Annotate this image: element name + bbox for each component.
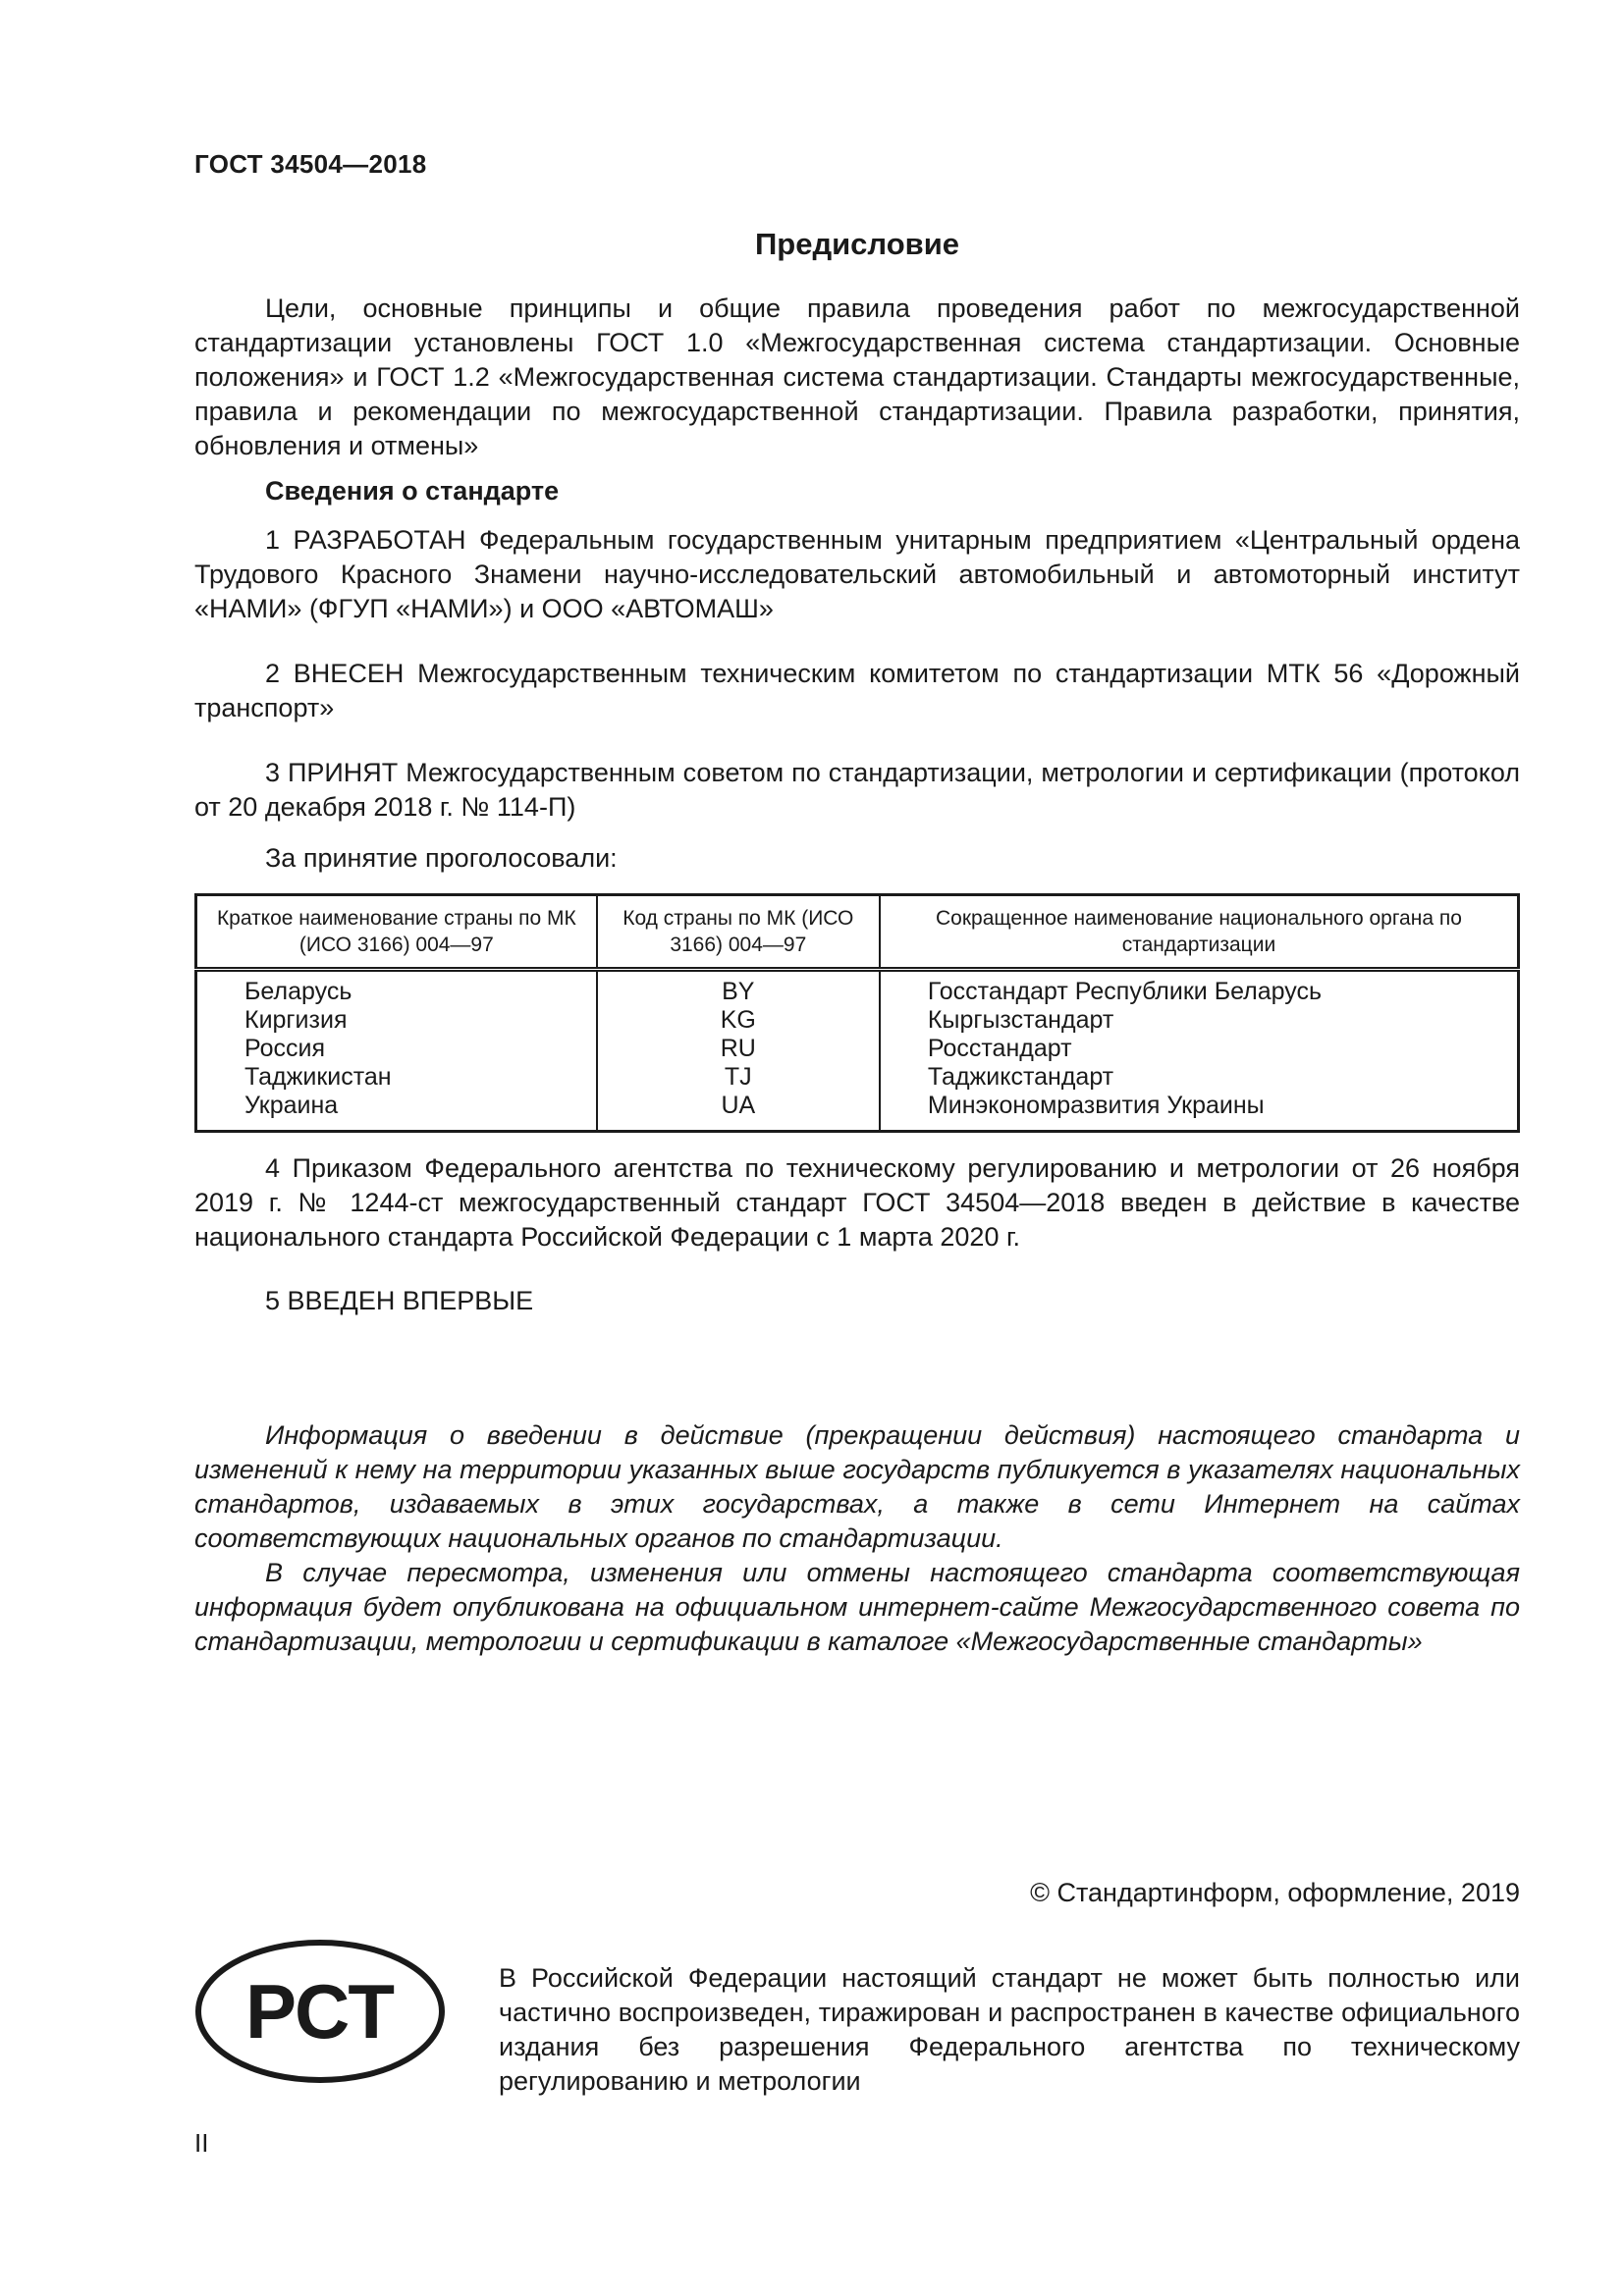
item-enacted: 4 Приказом Федерального агентства по техническому регулированию и метрологии от 26 ноября 2019 г. № 1244-ст межгосударственный стандарт ГОСТ 34504—2018 введен в действие в качестве национального стандарта Российской Федерации с 1 марта 2020 г. <box>194 1153 1520 1252</box>
header-country-code: Код страны по МК (ИСО 3166) 004—97 <box>597 895 880 970</box>
notice-revision: В случае пересмотра, изменения или отмены настоящего стандарта соответствующая информация будет опубликована на официальном интернет-сайте Межгосударственного совета по стандартизации, метрологии и сертификации в каталоге «Межгосударственные стандарты» <box>194 1558 1520 1656</box>
item-first-introduced: 5 ВВЕДЕН ВПЕРВЫЕ <box>265 1286 534 1315</box>
table-cell: KG <box>720 1006 756 1034</box>
votes-table <box>194 893 1520 1133</box>
table-cell: Таджикстандарт <box>927 1063 1114 1091</box>
copyright-line: © Стандартинформ, оформление, 2019 <box>1030 1878 1520 1907</box>
table-cell: Госстандарт Республики Беларусь <box>927 978 1323 1005</box>
national-bodies-column <box>880 970 1519 1132</box>
rst-certification-mark-icon <box>194 1939 446 2084</box>
section-title: Предисловие <box>754 227 959 261</box>
votes-intro: За принятие проголосовали: <box>265 843 618 873</box>
table-cell: BY <box>722 978 755 1005</box>
item-developed: 1 РАЗРАБОТАН Федеральным государственным унитарным предприятием «Центральный ордена Трудового Красного Знамени научно-исследовательский автомобильный и автомоторный институт «НАМИ» (ФГУП «НАМИ») и ООО «АВТОМАШ» <box>194 525 1520 623</box>
votes-table-header-row <box>196 895 1519 970</box>
standard-info-heading: Сведения о стандарте <box>265 476 560 506</box>
notice-publication: Информация о введении в действие (прекращении действия) настоящего стандарта и изменений к нему на территории указанных выше государств публикуется в указателях национальных стандартов, издаваемых в этих государствах, а также в сети Интернет на сайтах соответствующих национальных органов по стандартизации. <box>194 1420 1520 1553</box>
item-adopted: 3 ПРИНЯТ Межгосударственным советом по стандартизации, метрологии и сертификации (протокол от 20 декабря 2018 г. № 114-П) <box>194 758 1520 822</box>
svg-text:РСТ: РСТ <box>244 1968 396 2055</box>
header-national-body: Сокращенное наименование национального органа по стандартизации <box>880 895 1519 970</box>
table-cell: TJ <box>724 1063 752 1091</box>
item-introduced: 2 ВНЕСЕН Межгосударственным техническим комитетом по стандартизации МТК 56 «Дорожный транспорт» <box>194 659 1520 722</box>
table-cell: Украина <box>244 1092 339 1119</box>
page-number: II <box>194 2128 209 2158</box>
rights-notice: В Российской Федерации настоящий стандарт не может быть полностью или частично воспроизведен, тиражирован и распространен в качестве официального издания без разрешения Федерального агентства по техническому регулированию и метрологии <box>499 1963 1520 2096</box>
table-cell: Минэкономразвития Украины <box>927 1092 1265 1119</box>
votes-table-body <box>196 970 1519 1132</box>
document-header: ГОСТ 34504—2018 <box>194 149 427 179</box>
table-cell: Таджикистан <box>244 1063 392 1091</box>
table-cell: Кыргызстандарт <box>927 1006 1114 1034</box>
table-cell: RU <box>720 1035 756 1062</box>
table-cell: Россия <box>244 1035 325 1062</box>
document-page <box>194 0 1520 2296</box>
country-names-column <box>196 970 597 1132</box>
table-cell: Росстандарт <box>927 1035 1072 1062</box>
header-country-name: Краткое наименование страны по МК (ИСО 3166) 004—97 <box>196 895 597 970</box>
table-cell: Киргизия <box>244 1006 348 1034</box>
country-codes-column <box>597 970 880 1132</box>
table-cell: UA <box>721 1092 756 1119</box>
intro-paragraph: Цели, основные принципы и общие правила проведения работ по межгосударственной стандартизации установлены ГОСТ 1.0 «Межгосударственная система стандартизации. Основные положения» и ГОСТ 1.2 «Межгосударственная система стандартизации. Стандарты межгосударственные, правила и рекомендации по межгосударственной стандартизации. Правила разработки, принятия, обновления и отмены» <box>194 294 1520 460</box>
table-cell: Беларусь <box>244 978 352 1005</box>
